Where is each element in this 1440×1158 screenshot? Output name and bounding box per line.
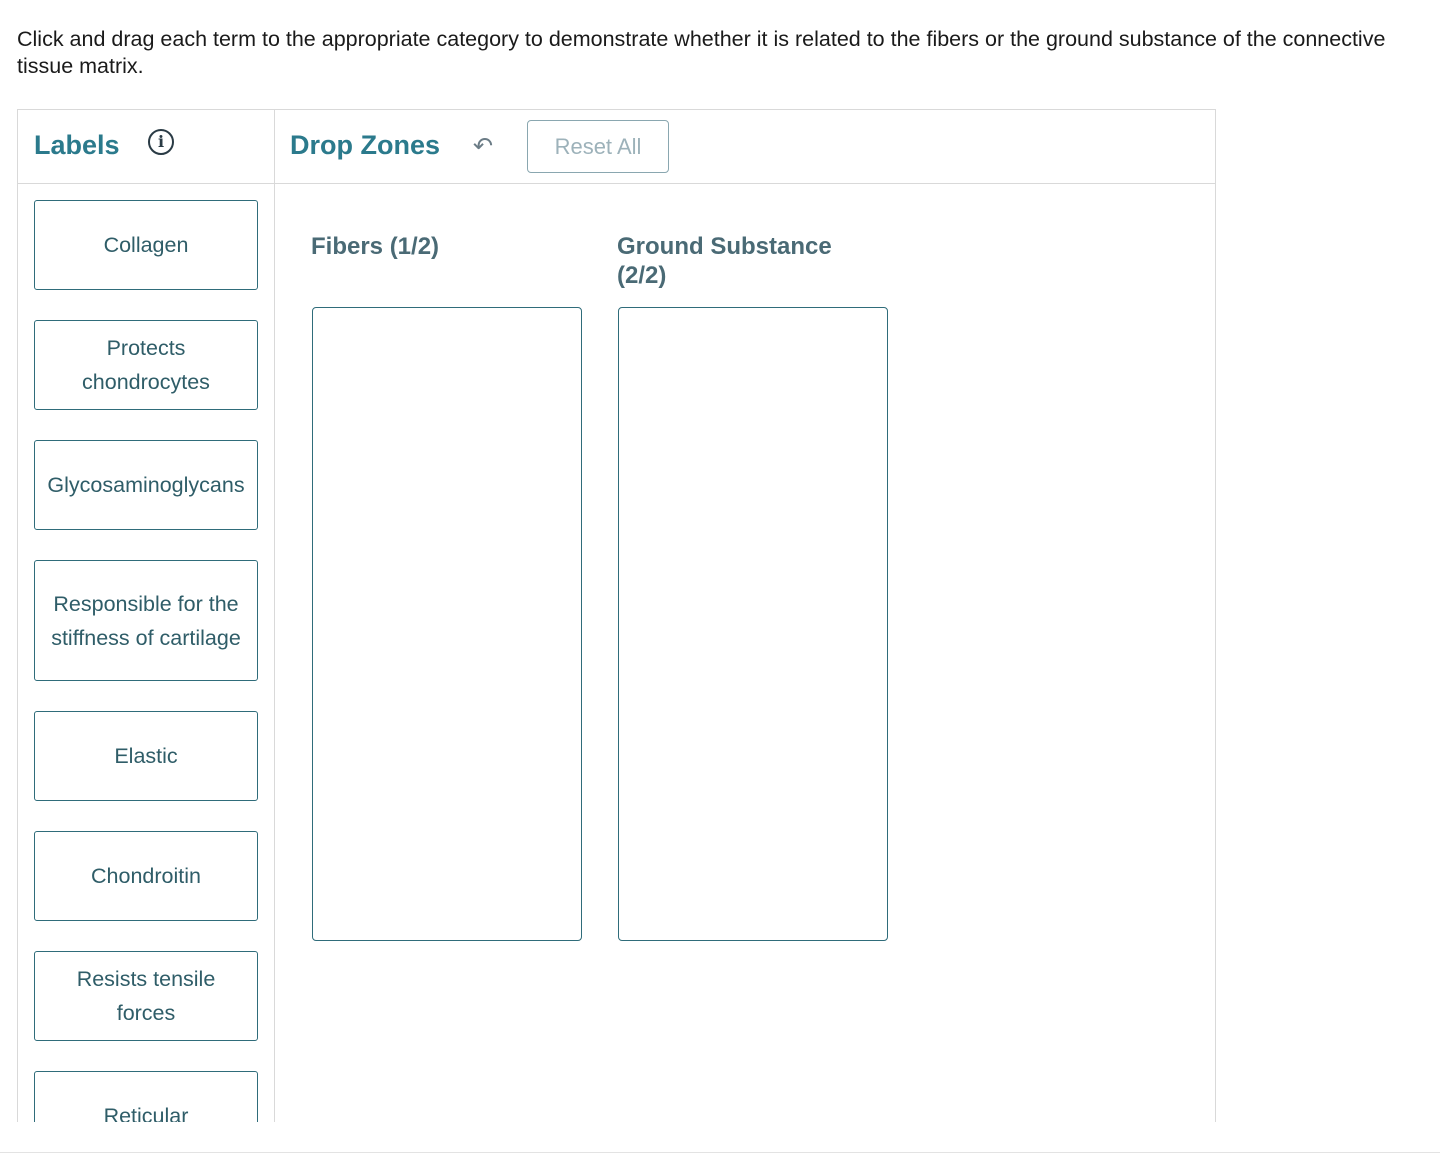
label-card-glycosaminoglycans[interactable]	[34, 440, 258, 530]
instructions-text: Click and drag each term to the appropriate category to demonstrate whether it is related to the fibers or the ground substance of the connective tissue matrix.	[17, 27, 1386, 78]
labels-title: Labels	[34, 130, 120, 160]
drop-zone-fibers[interactable]	[312, 307, 582, 941]
label-text: Collagen	[103, 233, 189, 257]
drop-zone-ground-substance[interactable]	[618, 307, 888, 941]
info-icon[interactable]: i	[148, 129, 174, 155]
label-text: Protects chondrocytes	[82, 336, 210, 394]
drop-zones-title: Drop Zones	[290, 130, 441, 160]
label-text: Resists tensile forces	[76, 967, 216, 1025]
drag-drop-panel	[17, 109, 1216, 1122]
label-text: Reticular	[103, 1104, 189, 1122]
divider	[0, 1152, 1440, 1153]
label-card-collagen[interactable]	[34, 200, 258, 290]
label-card-stiffness-of-cartilage[interactable]	[34, 560, 258, 681]
labels-column	[18, 110, 275, 1122]
label-text: Glycosaminoglycans	[47, 473, 245, 497]
label-text: Elastic	[114, 744, 178, 768]
label-card-protects-chondrocytes[interactable]	[34, 320, 258, 410]
reset-all-button[interactable]: Reset All	[527, 120, 669, 173]
label-text: Responsible for the stiffness of cartilage	[51, 591, 241, 650]
label-card-elastic[interactable]	[34, 711, 258, 801]
label-text: Chondroitin	[91, 864, 201, 888]
label-card-chondroitin[interactable]	[34, 831, 258, 921]
label-card-resists-tensile-forces[interactable]	[34, 951, 258, 1041]
undo-icon[interactable]: ↶	[473, 132, 494, 160]
zone-title-ground-substance: Ground Substance (2/2)	[617, 233, 832, 289]
zone-title-fibers: Fibers (1/2)	[311, 233, 440, 260]
label-card-reticular[interactable]	[34, 1071, 258, 1122]
